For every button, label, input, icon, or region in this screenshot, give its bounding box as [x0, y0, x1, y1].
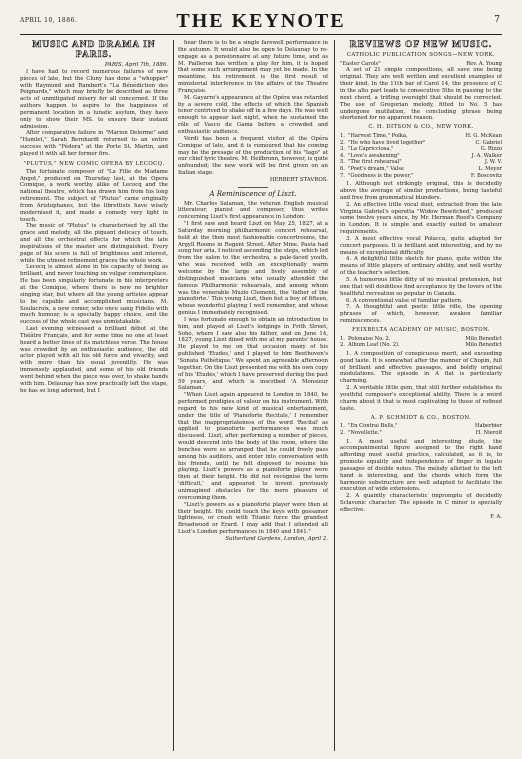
- review-paragraph: 2. A veritable little gem, that still further establishes its youthful composer's exceptional ability. There is a weird charm about it that is most captivating to those of refined taste.: [340, 385, 502, 412]
- list-item: [340, 61, 502, 68]
- paragraph: "I first saw and heard Liszt on May 25, 1827, at a Saturday morning philharmonic concert rehearsal, held at the then most fashionable concertrooms, the Argyll Rooms in Regent Street. After Mme. Pasta had sung her aria, I noticed ascending the steps, which led from the salon to the orchestra, a pale-faced youth, who was received with an exceptionally warm welcome by the large and lively assembly of distinguished musicians who usually attended the famous Philharmonic rehearsals, and among whom was the venerable Muzio Clementi, the 'father of the pianoforte.' This young Liszt, then but a boy of fifteen, whose wonderful playing I well remember, and whose genius I immediately recognised.: [178, 221, 328, 317]
- piece-author: Haberbier: [474, 423, 502, 430]
- paragraph: Mr. Charles Salaman, the veteran English musical litterateur, pianist and composer, thus writes concerning Liszt's first appearance in London:: [178, 200, 328, 221]
- page-header: [20, 8, 502, 34]
- review-paragraph: 1. Although not strikingly original, this is decidedly above the average of similar productions, being tasteful and free from grammatical blunders.: [340, 181, 502, 201]
- list-item: [340, 423, 502, 430]
- piece-author: Rev. A. Young: [466, 60, 502, 67]
- review-paragraph: 7. A thoughtful and poetic little rifle, the opening phrases of which, however, awaken familiar reminiscences.: [340, 304, 502, 325]
- piece-title: "Novellette.": [348, 429, 382, 436]
- piece-title: "Love's awakening": [348, 152, 400, 159]
- piece-author: J. A. Walker: [471, 152, 502, 159]
- item-number: 4.: [340, 152, 345, 159]
- piece-title: Polonaise No. 2.: [348, 335, 391, 342]
- item-number: 2.: [340, 429, 345, 436]
- section-title: REVIEWS OF NEW MUSIC.: [349, 40, 493, 50]
- issue-date: APRIL 10, 1886.: [20, 17, 78, 24]
- piece-author: C. Gabriel: [475, 139, 502, 146]
- publisher-heading: CATHOLIC PUBLICATION SONGS—NEW YORK.: [346, 52, 496, 58]
- signoff: Sutherland Gardens, London, April 2.: [225, 535, 328, 542]
- paragraph: The fortunate composer of "La Fille de Madame Angot," produced on Thursday last, at the Opera Comique, a work worthy alike of Lecocq and the national theatre, which has drawn him from his long retirement. The subject of "Plutus" came originally from Aristophanes, but the librettists have wisely modernised it, and made a comedy very light in touch.: [20, 168, 168, 223]
- item-number: 2.: [340, 139, 345, 146]
- piece-author: Milo Benedict: [465, 342, 502, 349]
- list-item: [340, 133, 502, 140]
- list-item: [340, 342, 502, 349]
- review-paragraph: 3. A most effective vocal Polacca, quite adapted for concert purposes. It is brilliant and interesting, and by no means of exceptional difficulty.: [340, 235, 502, 256]
- publisher-heading: A. P. SCHMIDT & CO., BOSTON.: [370, 414, 472, 421]
- list-item: [340, 153, 502, 160]
- item-number: 1.: [340, 335, 345, 342]
- list-item: [340, 166, 502, 173]
- review-list: [340, 181, 502, 325]
- section-title: MUSIC AND DRAMA IN PARIS.: [32, 40, 156, 60]
- list-item: [340, 173, 502, 180]
- paragraph: "Liszt's powers as a pianoforte player were then at their height. He could touch the keys with gossamer lightness, or crash with Titanic force the grandest Broadwood or Erard. I may add that I attended all Liszt's London performances in 1840 and 1841.": [178, 501, 328, 536]
- article-title: A Reminiscence of Liszt.: [209, 189, 297, 198]
- piece-title: "Goodness is the power,": [348, 172, 414, 179]
- paragraph: hear there is to be a single farewell performance in the autumn. It would also be open to Delaunay to re-engage as a pensionnaire at any future time, and as M. Pailleron has written a play for him, it is hoped that some such arrangement may yet be made. In the meantime, his retirement is the first result of ministerial interference in the affairs of the Theatre Française.: [178, 40, 328, 94]
- review-paragraph: 5. A humorous little ditty of no musical pretension, but one that will doubtless find acceptance by the lovers of the healthful recreation so popular in Canada.: [340, 277, 502, 297]
- header-rule: [20, 34, 502, 35]
- piece-author: H. Nierolf: [475, 429, 502, 436]
- initials: F. A.: [490, 513, 502, 520]
- divider: [238, 187, 268, 188]
- review-list: [340, 439, 502, 514]
- item-number: 7.: [340, 172, 345, 179]
- piece-author: Milo Benedict: [465, 335, 502, 342]
- piece-list: [340, 336, 502, 349]
- publisher-heading: C. H. DITSON & CO., NEW YORK.: [368, 124, 474, 131]
- piece-author: F. Boscovitz: [470, 172, 502, 179]
- piece-title: "He who have lived together": [348, 139, 426, 146]
- piece-title: Album Leaf (No. 2).: [348, 342, 400, 349]
- masthead-title: THE KEYNOTE: [176, 10, 346, 32]
- column-divider: [334, 40, 335, 751]
- review-paragraph: 1. A composition of conspicuous merit, and exceeding good taste. It is somewhat after the manner of Chopin, full of brilliant and effective passages, and boldly original modulations. The episode in A flat is particularly charming.: [340, 350, 502, 385]
- paragraph: After comparative failure in "Marion Delorme" and "Hamlet," Sarah Bernhardt returned to an entire success with "Fédora" at the Porte St. Martin, and played it with all her former fire.: [20, 130, 168, 157]
- piece-list: [340, 423, 502, 436]
- item-number: 1.: [340, 423, 345, 430]
- review-paragraph: 2. An effective little vocal duet, extracted from the late Virginia Gabriel's operetta "Widow Bewitched," produced some twelve years since, by Mr. Herman Reed's Company in London. It is simple and exactly suited to amateur requirements.: [340, 201, 502, 236]
- subsection-heading: "PLUTUS," NEW COMIC OPERA BY LECOCQ.: [23, 160, 165, 167]
- review-list: [340, 351, 502, 413]
- list-item: [340, 430, 502, 437]
- item-number: 3.: [340, 146, 345, 153]
- paragraph: Lecocq is almost alone in his capacity of being as brilliant, and never touching on vulgar commonplace. He has been singularly fortunate in his interpreters at the Comique, where there is now no brighter singing star, but where all the young artistes appear to be capable and accomplished musicians. M. Soulacroix, a new comer, who once sang Fidelio with much humour, is a specially happy choice, and the success of the whole cast was unmistakable.: [20, 264, 168, 326]
- column-divider: [173, 40, 174, 751]
- paragraph: "When Liszt again appeared in London in 1840, he performed prodigies of valour on his instrument. With regard to his new kind of musical entertainment, under the title of 'Pianoforte Recitals,' I remember that the inappropriateness of the word 'Recital' as applied to pianoforte performances was much discussed. Liszt, after performing a number of pieces, would descend into the body of the room, where the benches were so arranged that he could freely pass among his auditors, and enter into conversation with his friends, until he felt disposed to resume his playing. Liszt's powers as a pianoforte player were then at their height. He did not recognise the term 'difficult,' and appeared to invent previously unimagined obstacles for the mere pleasure of overcoming them.: [178, 392, 328, 501]
- paragraph: Last evening witnessed a brilliant début at the Théâtre Français, and for some time no one at least heard a better lines of its matchless verse. The house was crowded by an enthusiastic audience, the old actor played with all his old force and vivacity, and with more than his usual juvenility. He was immensely applauded, and some of his old friends went behind when the piece was over, to shake hands with him. Delaunay has now practically left the stage, he has so long adorned, but I: [20, 326, 168, 394]
- dateline: PARIS, April 7th, 1886.: [104, 62, 168, 68]
- review-paragraph: 2. A quaintly characteristic impromptu of decidedly Sclavonic character. The episode in C minor is specially effective.: [340, 493, 502, 513]
- piece-title: "Easter Carols": [340, 60, 381, 67]
- publisher-heading: FEIXBELTA ACADEMY OF MUSIC, BOSTON.: [352, 326, 490, 333]
- paragraph: A set of 21 simple compositions, all save one being original. They are well written and excellent examples of their kind. In the 11th bar of Carol 14, the presence of C in the alto part leads to consecutive 5ths in passing to the next chord, a trifling oversight that should be corrected. The use of Gregorian melody, fitted to No. 5 has undergone mutilation, the concluding phrase being shortened for no apparent reason.: [340, 67, 502, 122]
- column-music-drama-paris: [20, 40, 168, 753]
- item-number: 5.: [340, 159, 345, 166]
- paragraph: I have had to record numerous failures of new pieces of late, but the Cluny has done a "whopper" with Raymond and Rambert's "La Bénédiction des Poignards," which may briefly be described as three acts of unmitigated misery for all concerned. If the authors happen to aspire to the happiness of permanent location in a lunatic asylum, they have only to show their MS. to ensure their instant admission.: [20, 68, 168, 130]
- piece-title: "En Contrai Bells,": [348, 423, 398, 430]
- piece-title: "La Capricciosa,": [348, 146, 394, 153]
- item-number: 1.: [340, 133, 345, 140]
- review-paragraph: 1. A most useful and interesting étude, the accompanimental figure assigned to the right hand affording most useful practice, calculated, as it is, to promote equality and independence of finger in legato passages of double notes. The melody allotted to the left hand is interesting, and the chords which form the harmonic substructure are well adapted to facilitate the execution of wide extensions.: [340, 438, 502, 493]
- item-number: 6.: [340, 166, 345, 172]
- list-item: [340, 146, 502, 153]
- piece-author: G. Rizzo: [480, 146, 502, 153]
- review-paragraph: 4. A delightful little sketch for piano, quite within the means of little players of ordinary ability, and well worthy of the teacher's selection.: [340, 256, 502, 277]
- list-item: [340, 140, 502, 147]
- signature: HERBERT STAVROS.: [269, 176, 328, 183]
- column-liszt: [178, 40, 328, 753]
- piece-author: J. W. V.: [484, 159, 502, 166]
- page-number: 7: [494, 15, 500, 25]
- piece-author: H. G. McKean: [465, 133, 502, 140]
- piece-title: "Harvest Time," Polka,: [348, 133, 408, 140]
- paragraph: I was fortunate enough to obtain an introduction to him, and played at Liszt's lodgings in Frith Street, Soho, where I saw also his father, and on June 14, 1827, young Liszt dined with me at my parents' house. He played to me on that occasion many of his published 'Etudes,' and I played to him Beethoven's 'Sonata Pathétique.' We spent an agreeable afternoon together. On the Liszt presented me with his own copy of his 'Etudes,' which I have preserved during the past 59 years, and which is inscribed 'A Monsieur Salaman.': [178, 316, 328, 392]
- paragraph: Verdi has been a frequent visitor at the Opéra Comique of late, and it is rumoured that his coming may be the presage of the production of his "Iago" at our chief lyric theatre. M. Heilbronn, however, is quite unfounded; the new work will be first given on an Italian stage.: [178, 135, 328, 177]
- review-paragraph: 6. A conventional valse of familiar pattern.: [346, 297, 463, 304]
- piece-title: "The first rehearsal": [348, 159, 402, 166]
- item-number: 2.: [340, 342, 345, 349]
- song-list: [340, 133, 502, 179]
- paragraph: M. Gayarre's appearance at the Opéra was retarded by a severe cold, the effects of which the Spanish tenor contrived to shake off in a few days. He was well enough to appear last night, when he sustained the rôle of Vasco de Gama before a crowded and enthusiastic audience.: [178, 94, 328, 135]
- list-item: [340, 159, 502, 166]
- piece-author: L. Meyer: [478, 166, 502, 172]
- paragraph: The music of "Plutus" is characterised by all the grace and melody, all the piquant delicacy of touch, and all the orchestral effects for which the late inspirations of the master are distinguished. Every page of his score is full of brightness and interest, while the utmost refinement graces the whole work.: [20, 223, 168, 264]
- column-reviews: [340, 40, 502, 753]
- piece-title: "Poet's dream," Valse: [348, 166, 404, 172]
